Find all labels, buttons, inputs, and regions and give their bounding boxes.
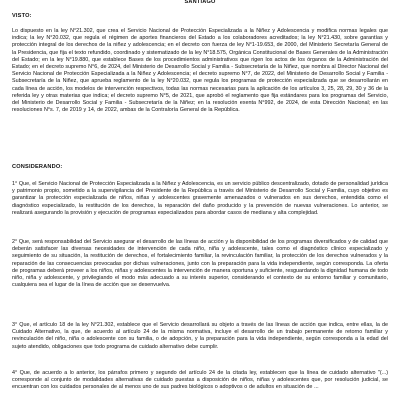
- considerando-paragraph-4: 4° Que, de acuerdo a lo anterior, los párrafos primero y segundo del artículo 24 de la citada ley, establecen que la línea de cuidado alternativo "(...) corresponde al conjunto de modalidades alternativas de cuidado puestas a disposición de niños, niñas y adolescentes que, por resolución judicial, se encuentran con los cuidados personales de al menos uno de sus padres biológicos o adoptivos o de adultos en situación de ...: [12, 370, 388, 391]
- visto-paragraph: Lo dispuesto en la ley N°21.302, que crea el Servicio Nacional de Protección Especializada a la Niñez y Adolescencia y modifica normas legales que indica; la ley N°20.032, que regula el régimen de aportes financieros del Estado a los colaboradores acreditados; la ley N°21.430, sobre garantías y protección integral de los derechos de la niñez y adolescencia; en el decreto con fuerza de ley N°1-19.653, de 2000, del Ministerio Secretaría General de la Presidencia, que fija el texto refundido, coordinado y sistematizado de la ley N°18.575, Orgánica Constitucional de Bases Generales de la Administración del Estado; en la ley N°19.880, que establece Bases de los procedimientos administrativos que rigen los actos de los órganos de la Administración del Estado; en el decreto supremo N°6, de 2024, del Ministerio de Desarrollo Social y Familia - Subsecretaría de la Niñez, que nombra al Director Nacional del Servicio Nacional de Protección Especializada a la Niñez y Adolescencia; el decreto supremo N°7, de 2022, del Ministerio de Desarrollo Social y Familia - Subsecretaría de la Niñez, que aprueba reglamento de la ley N°20.032, que regula los programas de protección especializada que se desarrollarán en cada línea de acción, los modelos de intervención respectivos, todas las normas necesarias para la aplicación de los artículos 3, 25, 28, 29, 30 y 36 de la referida ley y otras materias que indica; el decreto supremo N°5, de 2021, que aprobó el reglamento que fija estándares para los programas del Servicio, del Ministerio de Desarrollo Social y Familia - Subsecretaría de la Niñez; en la resolución exenta N°992, de 2024, de esta Dirección Nacional; en las resoluciones N°s. 7, de 2019 y 14, de 2022, ambas de la Contraloría General de la República.: [12, 28, 388, 114]
- document-city: SANTIAGO: [184, 0, 216, 5]
- considerando-paragraph-1: 1° Que, el Servicio Nacional de Protección Especializada a la Niñez y Adolescencia, es un servicio público descentralizado, dotado de personalidad jurídica y patrimonio propio, sometido a la supervigilancia del Presidente de la República a través del Ministerio de Desarrollo Social y Familia, cuyo objetivo es garantizar la protección especializada de niños, niñas y adolescentes gravemente amenazados o vulnerados en sus derechos, entendida como el diagnóstico especializado, la restitución de los derechos, la reparación del daño producido y la prevención de nuevas vulneraciones. Lo anterior, se realizará asegurando la provisión y ejecución de programas especializados para abordar casos de mediana y alta complejidad.: [12, 181, 388, 216]
- visto-heading: VISTO:: [12, 13, 32, 19]
- considerando-heading: CONSIDERANDO:: [12, 164, 63, 170]
- considerando-paragraph-2: 2° Que, será responsabilidad del Servicio asegurar el desarrollo de las líneas de acción y la disponibilidad de los programas diversificados y de calidad que deberán satisfacer las diversas necesidades de intervención de cada niño, niña y adolescente, tales como el diagnóstico clínico especializado y seguimiento de su situación, la restitución de derechos, el fortalecimiento familiar, la revinculación familiar, la protección de los derechos vulnerados y la reparación de las consecuencias provocadas por dichas vulneraciones, junto con la preparación para la vida independiente, según corresponda. La oferta de programas deberá proveer a los niños, niñas y adolescentes la intervención de manera oportuna y suficiente, resguardando la dignidad humana de todo niño, niña y adolescente, y privilegiando el modo más adecuado a su interés superior, considerando el contexto de su entorno familiar y comunitario, cualquiera sea el lugar de la línea de acción que se desenvuelva.: [12, 239, 388, 289]
- considerando-paragraph-3: 3° Que, el artículo 18 de la ley N°21.302, establece que el Servicio desarrollará su objeto a través de las líneas de acción que indica, entre ellas, la de Cuidado Alternativo, la que, de acuerdo al artículo 24 de la misma normativa, incluye el desarrollo de un trabajo permanente de retorno familiar y revinculación del niño, niña o adolescente con su familia, o de adopción, y la preparación para la vida independiente, según corresponda a la edad del sujeto atendido, obligaciones que todo programa de cuidado alternativo debe cumplir.: [12, 322, 388, 350]
